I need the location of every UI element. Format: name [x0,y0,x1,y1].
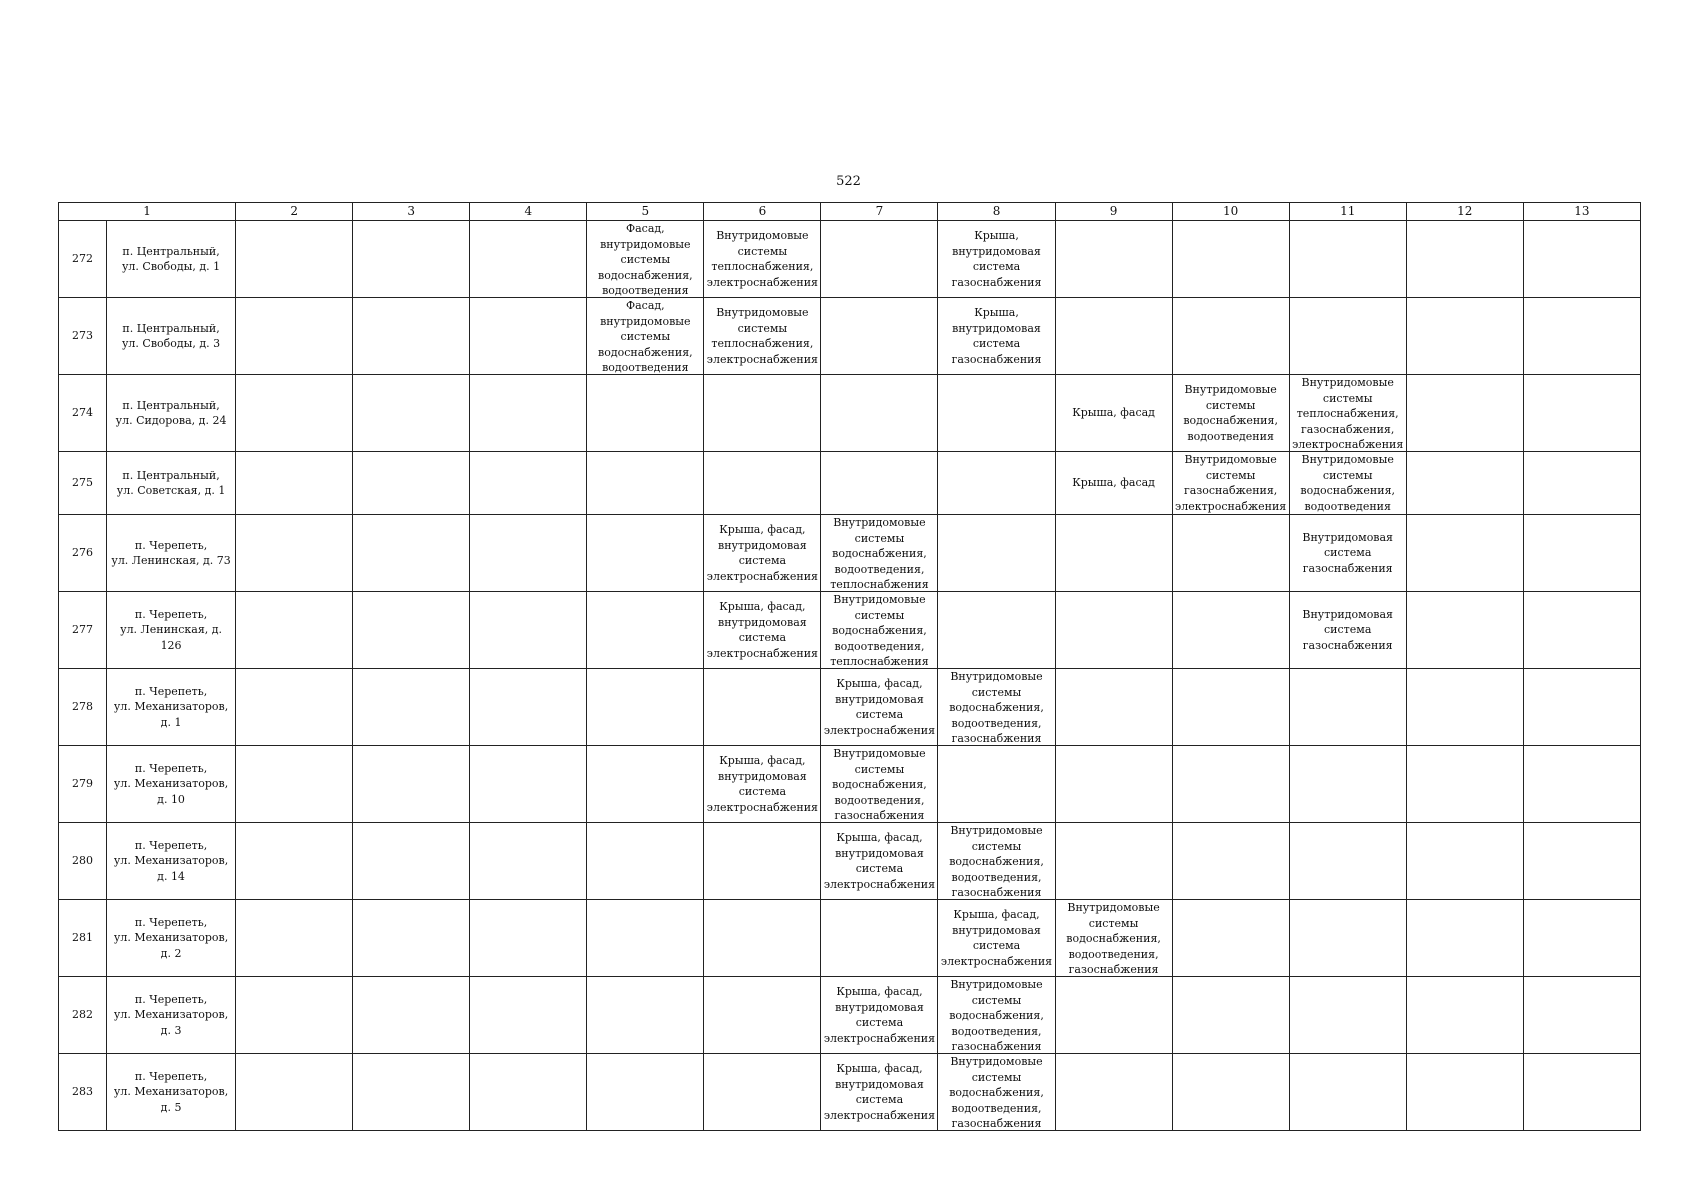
row-number: 275 [59,452,107,515]
address-text: п. Черепеть, ул. Ленинская, д. 126 [120,607,223,652]
work-type-text: Внутридомовые системы теплоснабжения, электроснабжения [706,306,818,366]
work-cell-col-12 [1406,823,1523,900]
work-cell-col-3 [353,375,470,452]
work-cell-col-13 [1523,452,1640,515]
address-text: п. Черепеть, ул. Механизаторов, д. 5 [113,1069,229,1114]
work-cell-col-6 [704,746,821,823]
work-cell-col-9 [1055,592,1172,669]
work-cell-col-4 [470,669,587,746]
work-cell-col-4 [470,977,587,1054]
column-header-9: 9 [1055,203,1172,221]
work-cell-col-11 [1289,452,1406,515]
work-cell-col-11 [1289,669,1406,746]
work-cell-col-11 [1289,1054,1406,1131]
work-cell-col-3 [353,977,470,1054]
work-cell-col-11 [1289,900,1406,977]
work-cell-col-4 [470,900,587,977]
work-cell-col-2 [236,452,353,515]
row-number: 274 [59,375,107,452]
work-type-text: Крыша, фасад, внутридомовая система электроснабжения [823,1062,936,1122]
work-cell-col-9 [1055,515,1172,592]
work-cell-col-7 [821,823,938,900]
table-row [59,375,1641,452]
work-cell-col-2 [236,900,353,977]
work-cell-col-4 [470,823,587,900]
work-type-text: Фасад, внутридомовые системы водоснабжения, водоотведения [598,299,693,374]
column-header-10: 10 [1172,203,1289,221]
work-type-text: Крыша, фасад, внутридомовая система электроснабжения [823,677,936,737]
work-cell-col-9 [1055,900,1172,977]
work-cell-col-5 [587,298,704,375]
row-number: 278 [59,669,107,746]
table-row [59,592,1641,669]
table-row [59,823,1641,900]
work-cell-col-10 [1172,592,1289,669]
work-cell-col-9 [1055,746,1172,823]
column-header-3: 3 [353,203,470,221]
column-header-12: 12 [1406,203,1523,221]
work-type-text: Крыша, фасад [1072,406,1155,420]
work-cell-col-5 [587,900,704,977]
work-cell-col-11 [1289,977,1406,1054]
work-cell-col-10 [1172,746,1289,823]
table-header [59,203,1641,221]
address-cell [107,452,236,515]
work-cell-col-5 [587,452,704,515]
address-cell [107,746,236,823]
work-cell-col-4 [470,592,587,669]
work-cell-col-10 [1172,823,1289,900]
column-header-4: 4 [470,203,587,221]
work-cell-col-11 [1289,823,1406,900]
work-cell-col-7 [821,515,938,592]
work-cell-col-12 [1406,375,1523,452]
work-cell-col-5 [587,823,704,900]
work-cell-col-13 [1523,900,1640,977]
work-cell-col-4 [470,375,587,452]
work-cell-col-5 [587,977,704,1054]
work-cell-col-13 [1523,977,1640,1054]
work-cell-col-5 [587,746,704,823]
work-cell-col-7 [821,669,938,746]
work-cell-col-6 [704,452,821,515]
work-cell-col-8 [938,1054,1055,1131]
work-cell-col-6 [704,592,821,669]
work-cell-col-4 [470,298,587,375]
table-row [59,977,1641,1054]
work-cell-col-6 [704,977,821,1054]
table-row [59,746,1641,823]
address-text: п. Центральный, ул. Сидорова, д. 24 [115,398,227,427]
work-cell-col-3 [353,823,470,900]
work-cell-col-8 [938,669,1055,746]
work-cell-col-6 [704,221,821,298]
work-cell-col-2 [236,1054,353,1131]
address-text: п. Черепеть, ул. Механизаторов, д. 1 [113,684,229,729]
work-type-text: Внутридомовые системы водоснабжения, водоотведения, газоснабжения [949,978,1044,1053]
work-cell-col-12 [1406,515,1523,592]
work-cell-col-13 [1523,823,1640,900]
work-type-text: Внутридомовые системы водоснабжения, водоотведения, газоснабжения [949,1055,1044,1130]
work-cell-col-6 [704,298,821,375]
work-cell-col-8 [938,746,1055,823]
work-cell-col-10 [1172,515,1289,592]
work-type-text: Крыша, фасад, внутридомовая система электроснабжения [706,523,818,583]
work-cell-col-7 [821,900,938,977]
work-cell-col-7 [821,1054,938,1131]
row-number: 282 [59,977,107,1054]
work-cell-col-9 [1055,669,1172,746]
work-cell-col-12 [1406,900,1523,977]
row-number: 280 [59,823,107,900]
work-cell-col-6 [704,515,821,592]
work-cell-col-8 [938,452,1055,515]
work-cell-col-12 [1406,592,1523,669]
work-type-text: Внутридомовые системы водоснабжения, водоотведения, газоснабжения [949,824,1044,899]
work-cell-col-5 [587,669,704,746]
table-row [59,1054,1641,1131]
work-cell-col-2 [236,746,353,823]
work-cell-col-9 [1055,977,1172,1054]
work-cell-col-10 [1172,900,1289,977]
table-row [59,515,1641,592]
address-text: п. Черепеть, ул. Механизаторов, д. 3 [113,992,229,1037]
work-cell-col-3 [353,669,470,746]
work-type-text: Фасад, внутридомовые системы водоснабжения, водоотведения [598,222,693,297]
work-type-text: Крыша, внутридомовая система газоснабжения [951,229,1042,289]
table-row [59,298,1641,375]
work-cell-col-11 [1289,298,1406,375]
address-text: п. Центральный, ул. Советская, д. 1 [116,468,226,497]
work-cell-col-12 [1406,298,1523,375]
row-number: 283 [59,1054,107,1131]
work-cell-col-13 [1523,1054,1640,1131]
work-cell-col-13 [1523,298,1640,375]
work-cell-col-6 [704,900,821,977]
work-cell-col-2 [236,515,353,592]
work-cell-col-10 [1172,375,1289,452]
address-cell [107,900,236,977]
row-number: 281 [59,900,107,977]
work-cell-col-2 [236,823,353,900]
work-cell-col-6 [704,823,821,900]
work-cell-col-6 [704,375,821,452]
repair-schedule-table [58,202,1641,1131]
work-cell-col-10 [1172,669,1289,746]
work-cell-col-8 [938,298,1055,375]
address-cell [107,221,236,298]
work-cell-col-3 [353,746,470,823]
column-header-7: 7 [821,203,938,221]
work-type-text: Внутридомовые системы водоснабжения, водоотведения [1300,453,1396,513]
work-type-text: Внутридомовая система газоснабжения [1302,607,1394,652]
work-cell-col-9 [1055,221,1172,298]
work-cell-col-9 [1055,452,1172,515]
work-type-text: Крыша, фасад, внутридомовая система электроснабжения [706,754,818,814]
column-header-1: 1 [59,203,236,221]
row-number: 272 [59,221,107,298]
work-cell-col-7 [821,592,938,669]
row-number: 277 [59,592,107,669]
work-cell-col-9 [1055,823,1172,900]
work-cell-col-13 [1523,375,1640,452]
work-cell-col-5 [587,515,704,592]
work-cell-col-7 [821,221,938,298]
work-cell-col-4 [470,1054,587,1131]
work-type-text: Крыша, фасад [1072,476,1155,490]
work-cell-col-11 [1289,221,1406,298]
work-type-text: Внутридомовые системы теплоснабжения, газоснабжения, электроснабжения [1292,376,1404,451]
work-cell-col-9 [1055,1054,1172,1131]
work-cell-col-12 [1406,221,1523,298]
work-cell-col-8 [938,592,1055,669]
header-row [59,203,1641,221]
work-type-text: Внутридомовые системы водоснабжения, водоотведения, теплоснабжения [830,593,929,668]
work-type-text: Крыша, фасад, внутридомовая система электроснабжения [706,600,818,660]
work-cell-col-11 [1289,515,1406,592]
work-cell-col-6 [704,1054,821,1131]
work-type-text: Внутридомовые системы водоснабжения, водоотведения, газоснабжения [832,747,927,822]
work-cell-col-4 [470,452,587,515]
work-cell-col-3 [353,298,470,375]
column-header-11: 11 [1289,203,1406,221]
work-cell-col-4 [470,221,587,298]
address-text: п. Черепеть, ул. Механизаторов, д. 10 [113,761,229,806]
work-type-text: Внутридомовые системы водоснабжения, водоотведения, газоснабжения [1066,901,1161,976]
work-cell-col-2 [236,669,353,746]
work-cell-col-2 [236,375,353,452]
work-cell-col-11 [1289,592,1406,669]
work-cell-col-2 [236,298,353,375]
work-type-text: Внутридомовые системы теплоснабжения, электроснабжения [706,229,818,289]
work-type-text: Внутридомовые системы водоснабжения, водоотведения, теплоснабжения [830,516,929,591]
row-number: 279 [59,746,107,823]
work-cell-col-7 [821,746,938,823]
work-cell-col-13 [1523,669,1640,746]
work-cell-col-5 [587,592,704,669]
work-type-text: Внутридомовая система газоснабжения [1302,530,1394,575]
work-cell-col-3 [353,900,470,977]
address-cell [107,977,236,1054]
column-header-5: 5 [587,203,704,221]
work-cell-col-11 [1289,746,1406,823]
address-text: п. Центральный, ул. Свободы, д. 1 [121,244,221,273]
work-type-text: Внутридомовые системы водоснабжения, водоотведения [1183,383,1278,443]
work-cell-col-8 [938,977,1055,1054]
work-cell-col-8 [938,221,1055,298]
work-cell-col-9 [1055,298,1172,375]
work-cell-col-8 [938,823,1055,900]
work-type-text: Внутридомовые системы газоснабжения, электроснабжения [1175,453,1287,513]
address-text: п. Черепеть, ул. Механизаторов, д. 2 [113,915,229,960]
work-cell-col-8 [938,375,1055,452]
table-row [59,452,1641,515]
table-row [59,669,1641,746]
work-cell-col-7 [821,375,938,452]
column-header-8: 8 [938,203,1055,221]
row-number: 273 [59,298,107,375]
work-cell-col-12 [1406,669,1523,746]
work-type-text: Внутридомовые системы водоснабжения, водоотведения, газоснабжения [949,670,1044,745]
work-cell-col-7 [821,452,938,515]
work-type-text: Крыша, фасад, внутридомовая система электроснабжения [823,831,936,891]
work-cell-col-3 [353,1054,470,1131]
column-header-2: 2 [236,203,353,221]
table-row [59,221,1641,298]
work-cell-col-7 [821,298,938,375]
address-cell [107,592,236,669]
address-text: п. Черепеть, ул. Механизаторов, д. 14 [113,838,229,883]
address-cell [107,823,236,900]
address-cell [107,1054,236,1131]
address-text: п. Черепеть, ул. Ленинская, д. 73 [111,538,231,567]
work-cell-col-10 [1172,1054,1289,1131]
work-cell-col-10 [1172,221,1289,298]
row-number: 276 [59,515,107,592]
column-header-6: 6 [704,203,821,221]
work-cell-col-4 [470,746,587,823]
work-cell-col-13 [1523,592,1640,669]
work-cell-col-12 [1406,746,1523,823]
work-cell-col-12 [1406,1054,1523,1131]
address-cell [107,669,236,746]
work-cell-col-7 [821,977,938,1054]
work-cell-col-5 [587,1054,704,1131]
work-cell-col-13 [1523,746,1640,823]
address-cell [107,298,236,375]
work-cell-col-13 [1523,221,1640,298]
page-number: 522 [836,174,861,189]
table-body [59,221,1641,1131]
work-cell-col-5 [587,221,704,298]
work-cell-col-5 [587,375,704,452]
address-text: п. Центральный, ул. Свободы, д. 3 [121,321,221,350]
work-cell-col-2 [236,592,353,669]
work-cell-col-2 [236,221,353,298]
work-cell-col-10 [1172,298,1289,375]
work-cell-col-10 [1172,452,1289,515]
work-cell-col-2 [236,977,353,1054]
work-type-text: Крыша, внутридомовая система газоснабжения [951,306,1042,366]
work-cell-col-13 [1523,515,1640,592]
work-cell-col-10 [1172,977,1289,1054]
work-cell-col-12 [1406,452,1523,515]
work-cell-col-4 [470,515,587,592]
address-cell [107,375,236,452]
work-cell-col-6 [704,669,821,746]
work-cell-col-3 [353,592,470,669]
address-cell [107,515,236,592]
work-type-text: Крыша, фасад, внутридомовая система электроснабжения [823,985,936,1045]
work-cell-col-8 [938,515,1055,592]
work-cell-col-12 [1406,977,1523,1054]
work-type-text: Крыша, фасад, внутридомовая система электроснабжения [940,908,1053,968]
table-row [59,900,1641,977]
work-cell-col-9 [1055,375,1172,452]
work-cell-col-11 [1289,375,1406,452]
work-cell-col-3 [353,452,470,515]
work-cell-col-3 [353,221,470,298]
column-header-13: 13 [1523,203,1640,221]
work-cell-col-8 [938,900,1055,977]
work-cell-col-3 [353,515,470,592]
